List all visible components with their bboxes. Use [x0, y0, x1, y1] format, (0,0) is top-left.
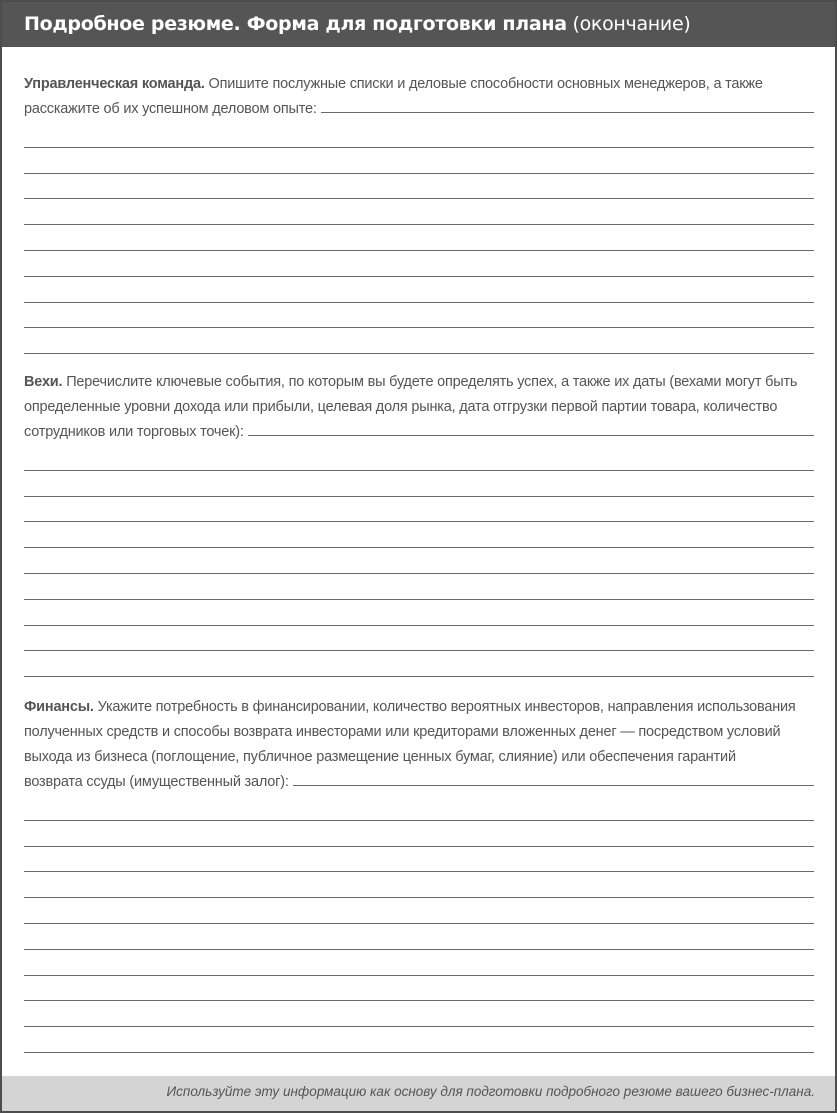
section-finances [24, 695, 814, 1053]
answer-line[interactable] [24, 626, 814, 652]
prompt-line: выхода из бизнеса (поглощение, публичное размещение ценных бумаг, слияние) или обеспечения гарантий [24, 749, 736, 765]
answer-line[interactable] [24, 122, 814, 148]
section-prompt [24, 695, 814, 795]
answer-line[interactable] [24, 251, 814, 277]
prompt-line: полученных средств и способы возврата инвесторами или кредиторами вложенных денег — посредством условий [24, 724, 781, 740]
answer-line[interactable] [24, 174, 814, 200]
answer-line[interactable] [24, 497, 814, 523]
prompt-line: определенные уровни дохода или прибыли, целевая доля рынка, дата отгрузки первой партии товара, количество [24, 399, 778, 415]
answer-lines [24, 795, 814, 1053]
answer-line[interactable] [24, 445, 814, 471]
section-lead: Вехи. [24, 374, 63, 390]
section-prompt [24, 370, 814, 445]
answer-lines [24, 122, 814, 354]
answer-line[interactable] [24, 471, 814, 497]
section-prompt [24, 72, 814, 122]
answer-line[interactable] [24, 600, 814, 626]
answer-line[interactable] [24, 522, 814, 548]
page-header [2, 2, 835, 47]
answer-line[interactable] [248, 422, 814, 436]
prompt-line: расскажите об их успешном деловом опыте: [24, 101, 317, 117]
answer-line[interactable] [24, 795, 814, 821]
answer-line[interactable] [293, 772, 814, 786]
answer-line[interactable] [24, 1001, 814, 1027]
answer-line[interactable] [24, 976, 814, 1002]
section-management-team [24, 72, 814, 354]
answer-line[interactable] [24, 548, 814, 574]
prompt-line: Перечислите ключевые события, по которым вы будете определять успех, а также их даты (вехами могут быть [66, 374, 798, 390]
answer-lines [24, 445, 814, 677]
answer-line[interactable] [24, 1027, 814, 1053]
answer-line[interactable] [24, 277, 814, 303]
prompt-line: Опишите послужные списки и деловые способности основных менеджеров, а также [208, 76, 763, 92]
answer-line[interactable] [24, 651, 814, 677]
section-lead: Финансы. [24, 699, 94, 715]
section-milestones [24, 370, 814, 677]
answer-line[interactable] [24, 148, 814, 174]
header-title-suffix: (окончание) [572, 13, 691, 35]
answer-line[interactable] [24, 872, 814, 898]
answer-line[interactable] [24, 199, 814, 225]
section-lead: Управленческая команда. [24, 76, 205, 92]
answer-line[interactable] [24, 225, 814, 251]
answer-line[interactable] [24, 821, 814, 847]
prompt-line: сотрудников или торговых точек): [24, 424, 244, 440]
answer-line[interactable] [24, 924, 814, 950]
answer-line[interactable] [24, 303, 814, 329]
page-footer [2, 1076, 835, 1111]
header-title: Подробное резюме. Форма для подготовки плана [24, 13, 567, 35]
answer-line[interactable] [24, 328, 814, 354]
footer-note: Используйте эту информацию как основу для подготовки подробного резюме вашего бизнес-плана. [166, 1084, 815, 1099]
answer-line[interactable] [24, 950, 814, 976]
answer-line[interactable] [24, 898, 814, 924]
answer-line[interactable] [321, 99, 814, 113]
answer-line[interactable] [24, 574, 814, 600]
prompt-line: Укажите потребность в финансировании, количество вероятных инвесторов, направления использования [97, 699, 796, 715]
prompt-line: возврата ссуды (имущественный залог): [24, 774, 289, 790]
answer-line[interactable] [24, 847, 814, 873]
